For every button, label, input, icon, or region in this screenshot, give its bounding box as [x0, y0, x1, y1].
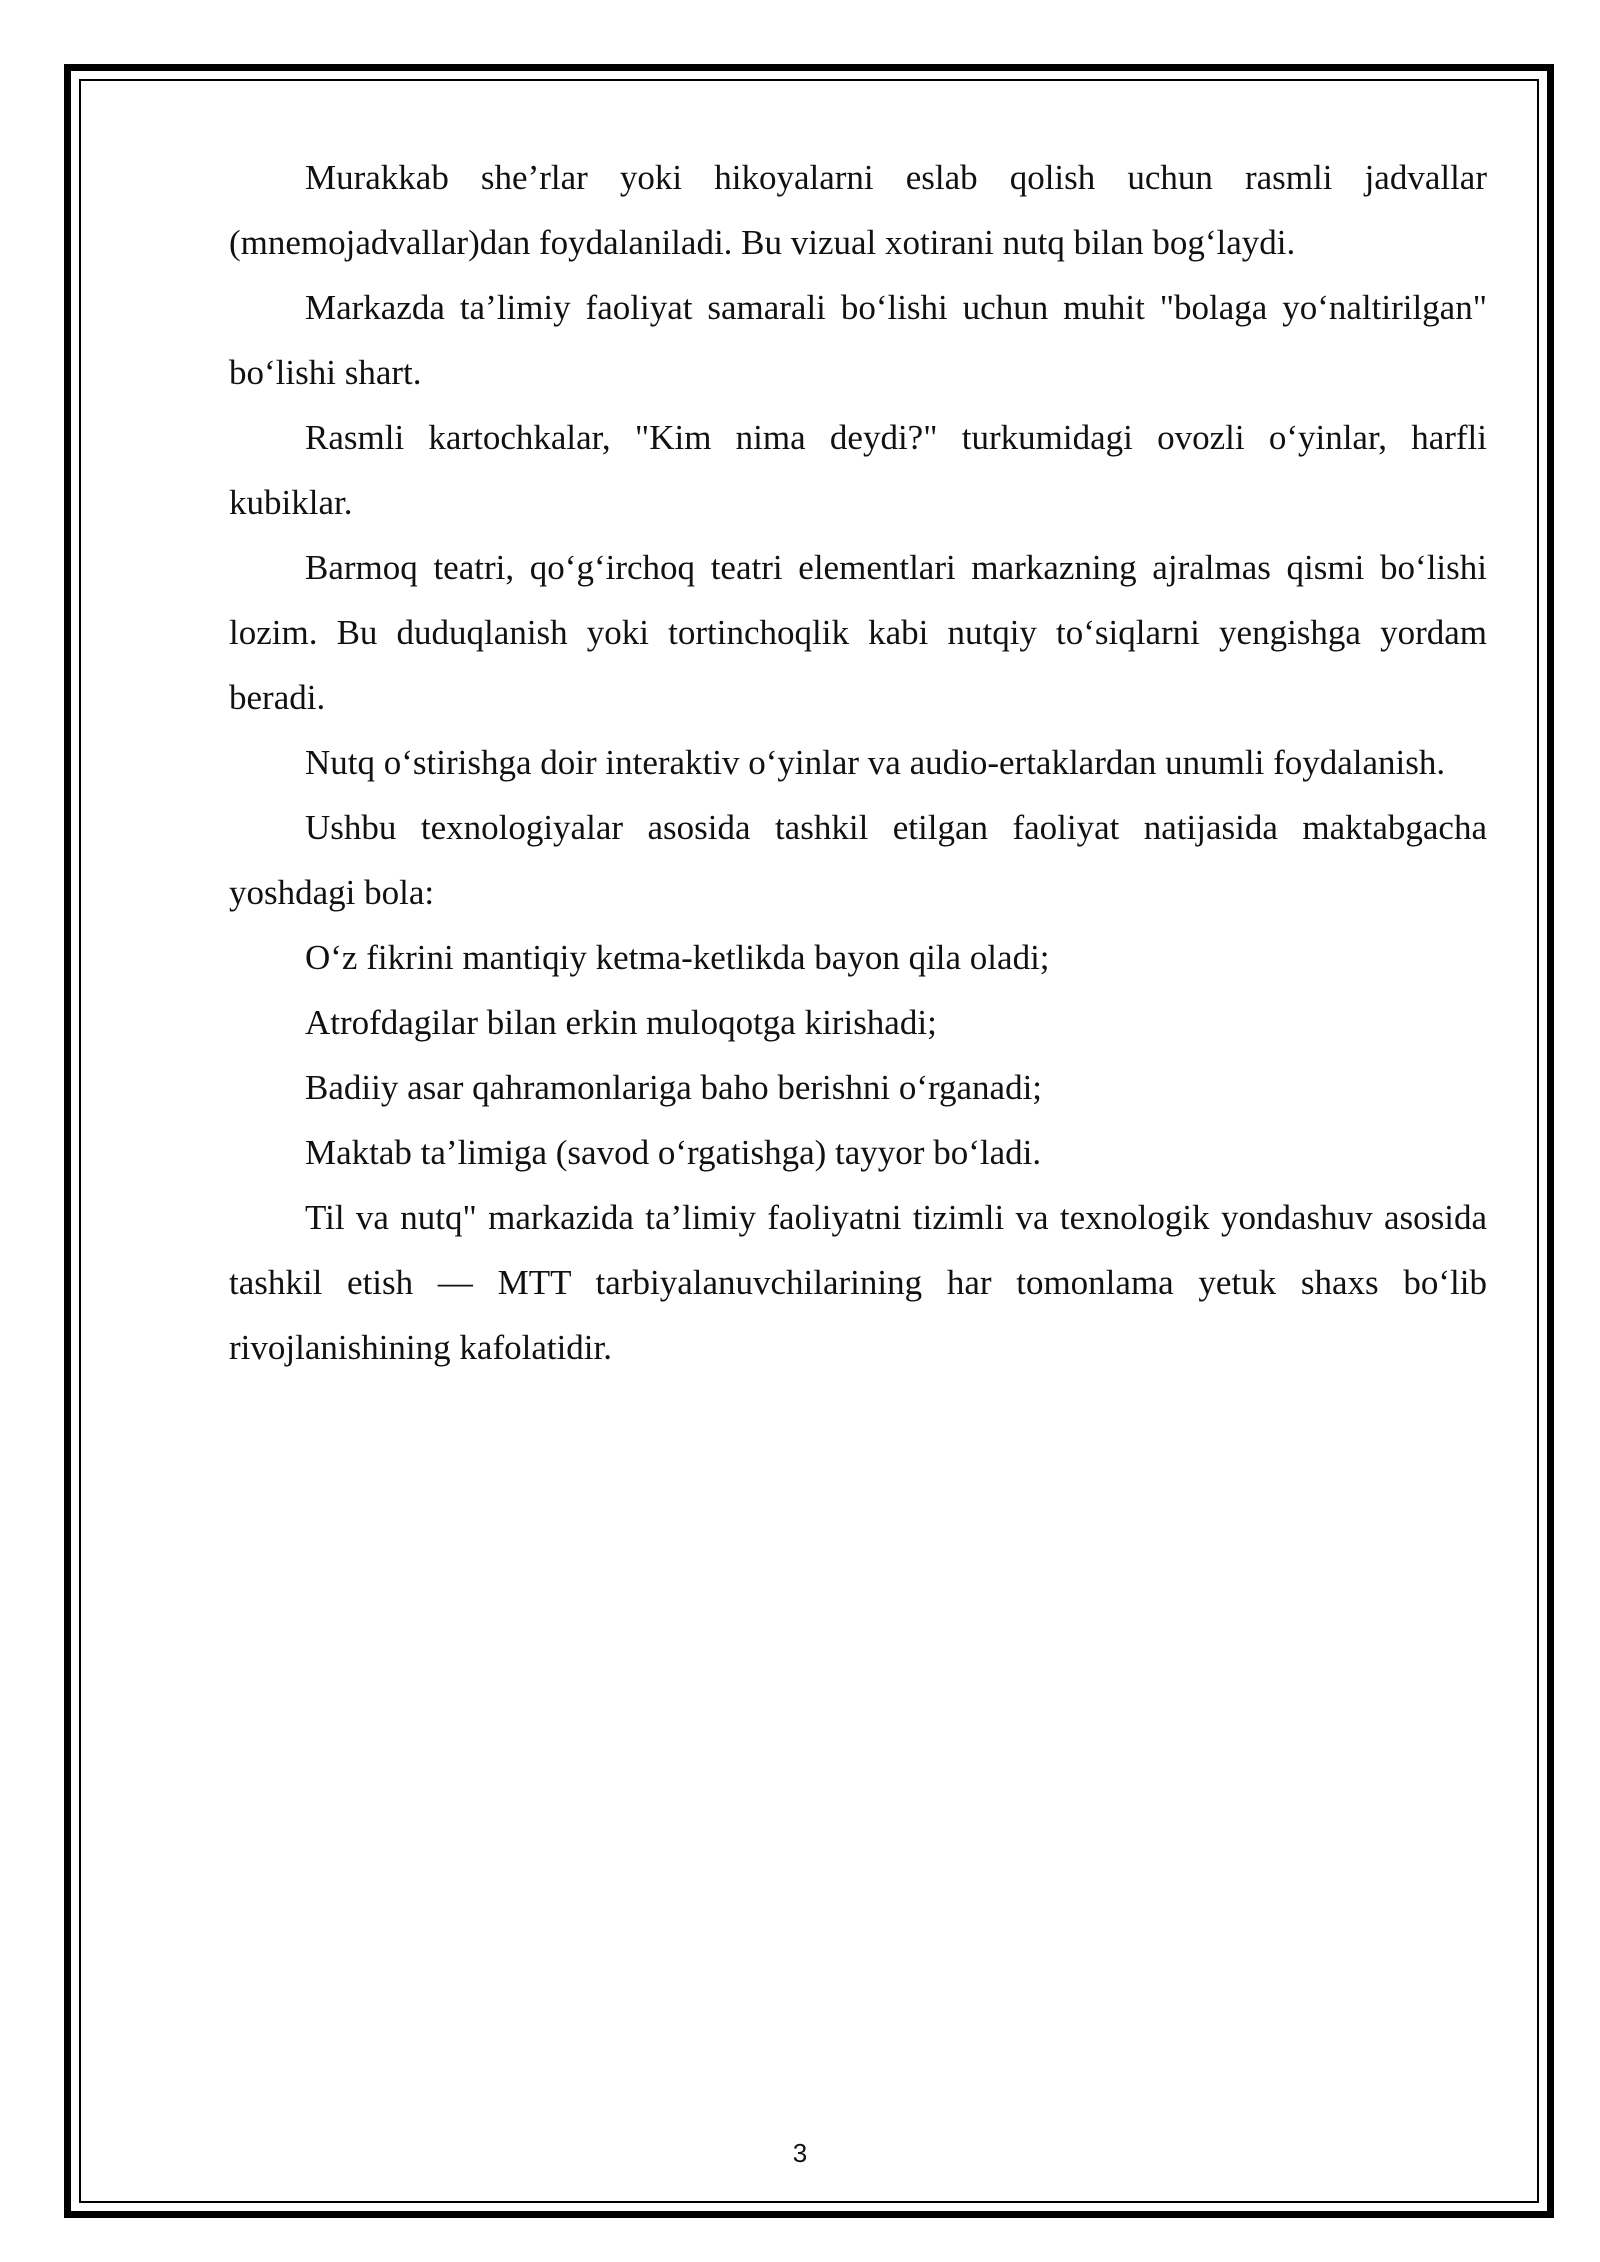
page-number: 3	[792, 2138, 808, 2168]
outcome-item: Atrofdagilar bilan erkin muloqotga kirishadi;	[305, 1003, 937, 1042]
paragraph-outcomes-intro: Ushbu texnologiyalar asosida tashkil etilgan faoliyat natijasida maktabgacha yoshdagi bola:	[229, 808, 1487, 912]
paragraph-child-oriented-environment: Markazda ta’limiy faoliyat samarali bo‘lishi uchun muhit "bolaga yo‘naltirilgan" bo‘lishi shart.	[229, 288, 1487, 392]
paragraph-mnemotables: Murakkab she’rlar yoki hikoyalarni eslab qolish uchun rasmli jadvallar (mnemojadvallar)dan foydalaniladi. Bu vizual xotirani nutq bilan bog‘laydi.	[229, 158, 1487, 262]
outcome-item: Maktab ta’limiga (savod o‘rgatishga) tayyor bo‘ladi.	[305, 1133, 1042, 1172]
paragraph-conclusion: Til va nutq" markazida ta’limiy faoliyatni tizimli va texnologik yondashuv asosida tashkil etish — MTT tarbiyalanuvchilarining har tomonlama yetuk shaxs bo‘lib rivojlanishining kafolatidir.	[229, 1198, 1487, 1367]
outcome-item: O‘z fikrini mantiqiy ketma-ketlikda bayon qila oladi;	[305, 938, 1050, 977]
document-body	[229, 145, 1487, 1380]
paragraph-interactive-games: Nutq o‘stirishga doir interaktiv o‘yinlar va audio-ertaklardan unumli foydalanish.	[305, 743, 1446, 782]
paragraph-finger-theatre: Barmoq teatri, qo‘g‘irchoq teatri elementlari markazning ajralmas qismi bo‘lishi lozim. Bu duduqlanish yoki tortinchoqlik kabi nutqiy to‘siqlarni yengishga yordam beradi.	[229, 548, 1487, 717]
outcome-item: Badiiy asar qahramonlariga baho berishni o‘rganadi;	[305, 1068, 1043, 1107]
paragraph-picture-cards: Rasmli kartochkalar, "Kim nima deydi?" turkumidagi ovozli o‘yinlar, harfli kubiklar.	[229, 418, 1487, 522]
